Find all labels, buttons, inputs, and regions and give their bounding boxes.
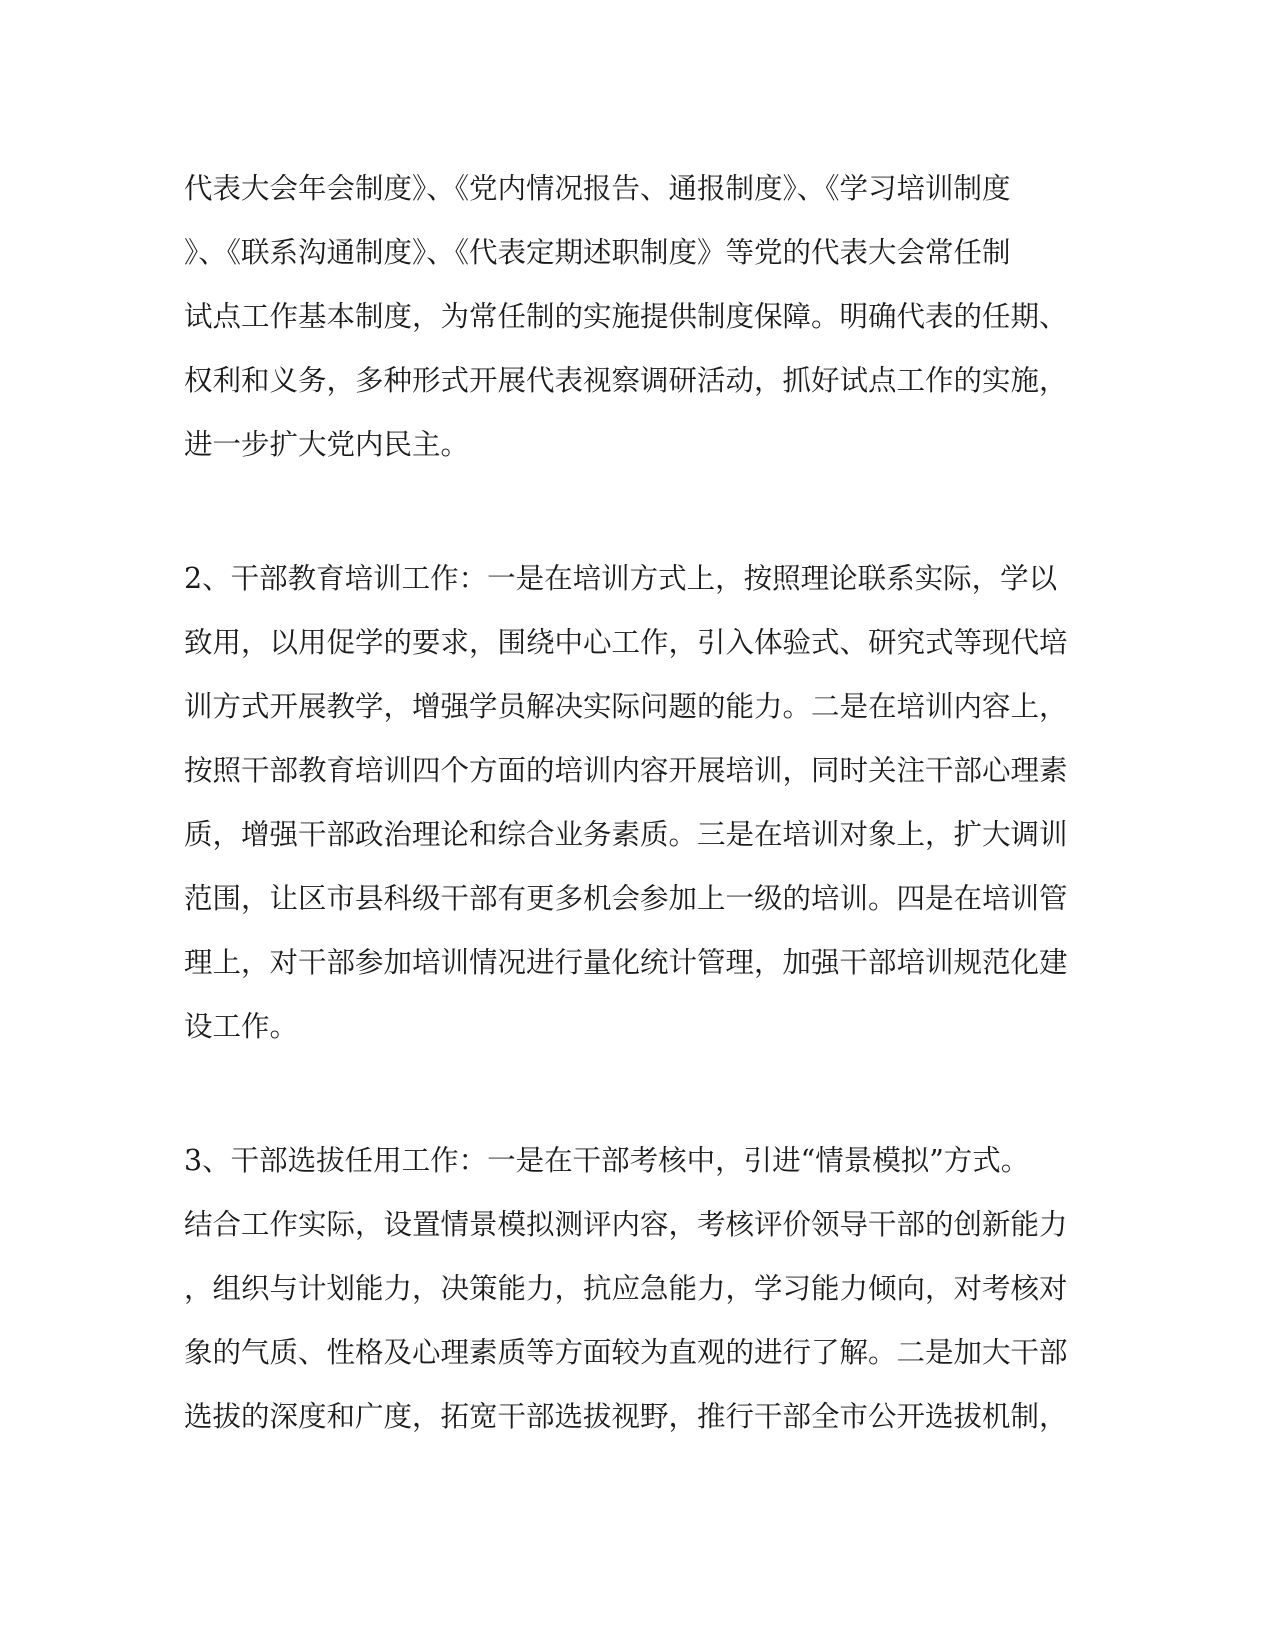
paragraph-spacer bbox=[184, 1059, 1084, 1129]
text-line: ，组织与计划能力，决策能力，抗应急能力，学习能力倾向，对考核对 bbox=[184, 1272, 1068, 1305]
text-line: 按照干部教育培训四个方面的培训内容开展培训，同时关注干部心理素 bbox=[184, 754, 1068, 787]
paragraph-1 bbox=[184, 157, 1084, 477]
text-line: 理上，对干部参加培训情况进行量化统计管理，加强干部培训规范化建 bbox=[184, 946, 1068, 979]
text-line: 权利和义务，多种形式开展代表视察调研活动，抓好试点工作的实施， bbox=[184, 364, 1068, 397]
text-line: 选拔的深度和广度，拓宽干部选拔视野，推行干部全市公开选拔机制， bbox=[184, 1400, 1068, 1433]
text-line: 3、干部选拔任用工作：一是在干部考核中，引进“情景模拟”方式。 bbox=[184, 1144, 1030, 1177]
text-line: 代表大会年会制度》、《党内情况报告、通报制度》、《学习培训制度 bbox=[184, 172, 1011, 205]
text-line: 质，增强干部政治理论和综合业务素质。三是在培训对象上，扩大调训 bbox=[184, 818, 1068, 851]
paragraph-spacer bbox=[184, 477, 1084, 547]
text-line: 结合工作实际，设置情景模拟测评内容，考核评价领导干部的创新能力 bbox=[184, 1208, 1068, 1241]
text-line: 设工作。 bbox=[184, 1010, 299, 1043]
paragraph-2 bbox=[184, 547, 1084, 1059]
text-line: 试点工作基本制度，为常任制的实施提供制度保障。明确代表的任期、 bbox=[184, 300, 1068, 333]
text-line: 进一步扩大党内民主。 bbox=[184, 428, 470, 461]
text-line: 》、《联系沟通制度》、《代表定期述职制度》等党的代表大会常任制 bbox=[184, 236, 1011, 269]
text-line: 象的气质、性格及心理素质等方面较为直观的进行了解。二是加大干部 bbox=[184, 1336, 1068, 1369]
text-line: 训方式开展教学，增强学员解决实际问题的能力。二是在培训内容上， bbox=[184, 690, 1068, 723]
text-line: 2、干部教育培训工作：一是在培训方式上，按照理论联系实际，学以 bbox=[184, 562, 1058, 595]
text-line: 致用，以用促学的要求，围绕中心工作，引入体验式、研究式等现代培 bbox=[184, 626, 1068, 659]
text-line: 范围，让区市县科级干部有更多机会参加上一级的培训。四是在培训管 bbox=[184, 882, 1068, 915]
paragraph-3 bbox=[184, 1129, 1084, 1449]
document-body bbox=[184, 157, 1084, 1449]
